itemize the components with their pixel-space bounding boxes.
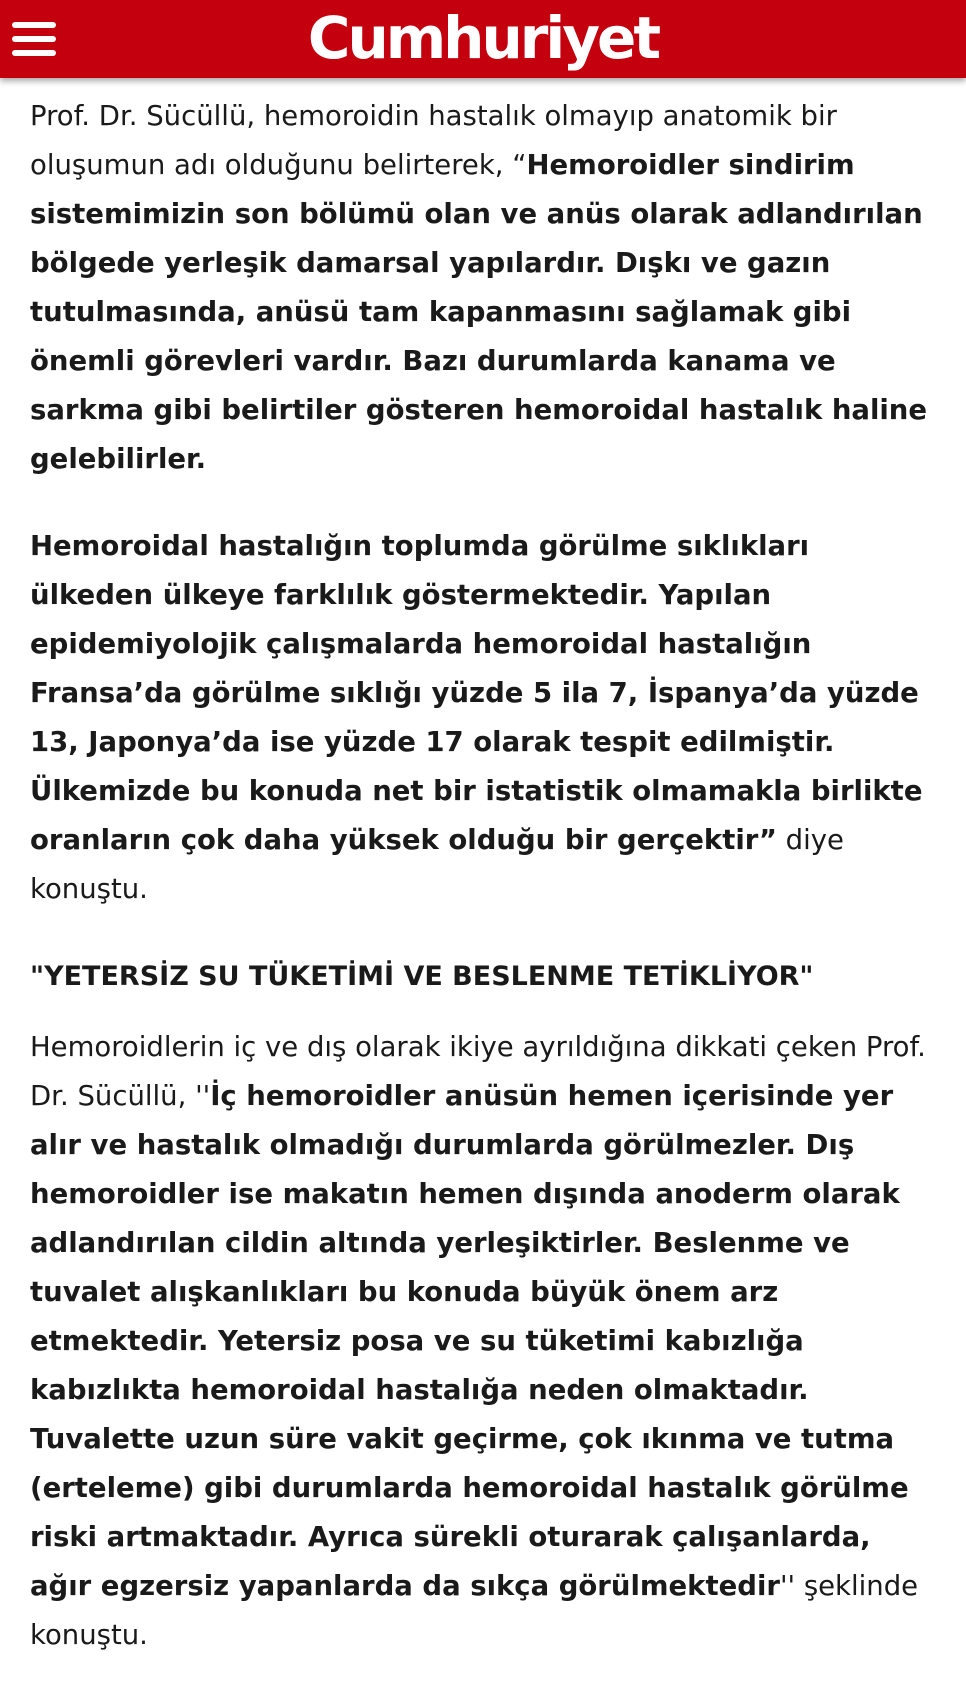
paragraph-bold-text: Hemoroidal hastalığın toplumda görülme sıklıkları ülkeden ülkeye farklılık göstermektedir. Yapılan epidemiyolojik çalışmalarda hemoroidal hastalığın Fransa’da görülme sıklığı yüzde 5 ila 7, İspanya’da yüzde 13, Japonya’da ise yüzde 17 olarak tespit edilmiştir. Ülkemizde bu konuda net bir istatistik olmamakla birlikte oranların çok daha yüksek olduğu bir gerçektir”: [30, 530, 923, 856]
site-logo[interactable]: Cumhuriyet: [307, 4, 659, 72]
paragraph-bold-text: İç hemoroidler anüsün hemen içerisinde yer alır ve hastalık olmadığı durumlarda görülmezler. Dış hemoroidler ise makatın hemen dışında anoderm olarak adlandırılan cildin altında yerleşiktirler. Beslenme ve tuvalet alışkanlıkları bu konuda büyük önem arz etmektedir. Yetersiz posa ve su tüketimi kabızlığa kabızlıkta hemoroidal hastalığa neden olmaktadır. Tuvalette uzun süre vakit geçirme, çok ıkınma ve tutma (erteleme) gibi durumlarda hemoroidal hastalık görülme riski artmaktadır. Ayrıca sürekli oturarak çalışanlarda, ağır egzersiz yapanlarda da sıkça görülmektedir: [30, 1080, 909, 1602]
article-paragraph: [30, 92, 940, 484]
article-body: [30, 92, 940, 1698]
paragraph-text: Prof. Dr. Sücüllü, hemoroidin hastalık olmayıp anatomik bir oluşumun adı olduğunu belirterek, “: [30, 100, 837, 181]
article-paragraph: [30, 1023, 940, 1660]
paragraph-text: diye konuştu.: [30, 824, 844, 905]
top-header-bar: [0, 0, 966, 78]
paragraph-text: '' şeklinde konuştu.: [30, 1570, 919, 1651]
article-paragraph: [30, 522, 940, 914]
paragraph-bold-text: Hemoroidler sindirim sistemimizin son bölümü olan ve anüs olarak adlandırılan bölgede yerleşik damarsal yapılardır. Dışkı ve gazın tutulmasında, anüsü tam kapanmasını sağlamak gibi önemli görevleri vardır. Bazı durumlarda kanama ve sarkma gibi belirtiler gösteren hemoroidal hastalık haline gelebilirler.: [30, 149, 928, 475]
section-subheading: "YETERSİZ SU TÜKETİMİ VE BESLENME TETİKLİYOR": [30, 961, 814, 992]
paragraph-text: Hemoroidlerin iç ve dış olarak ikiye ayrıldığına dikkati çeken Prof. Dr. Sücüllü, '': [30, 1031, 926, 1112]
